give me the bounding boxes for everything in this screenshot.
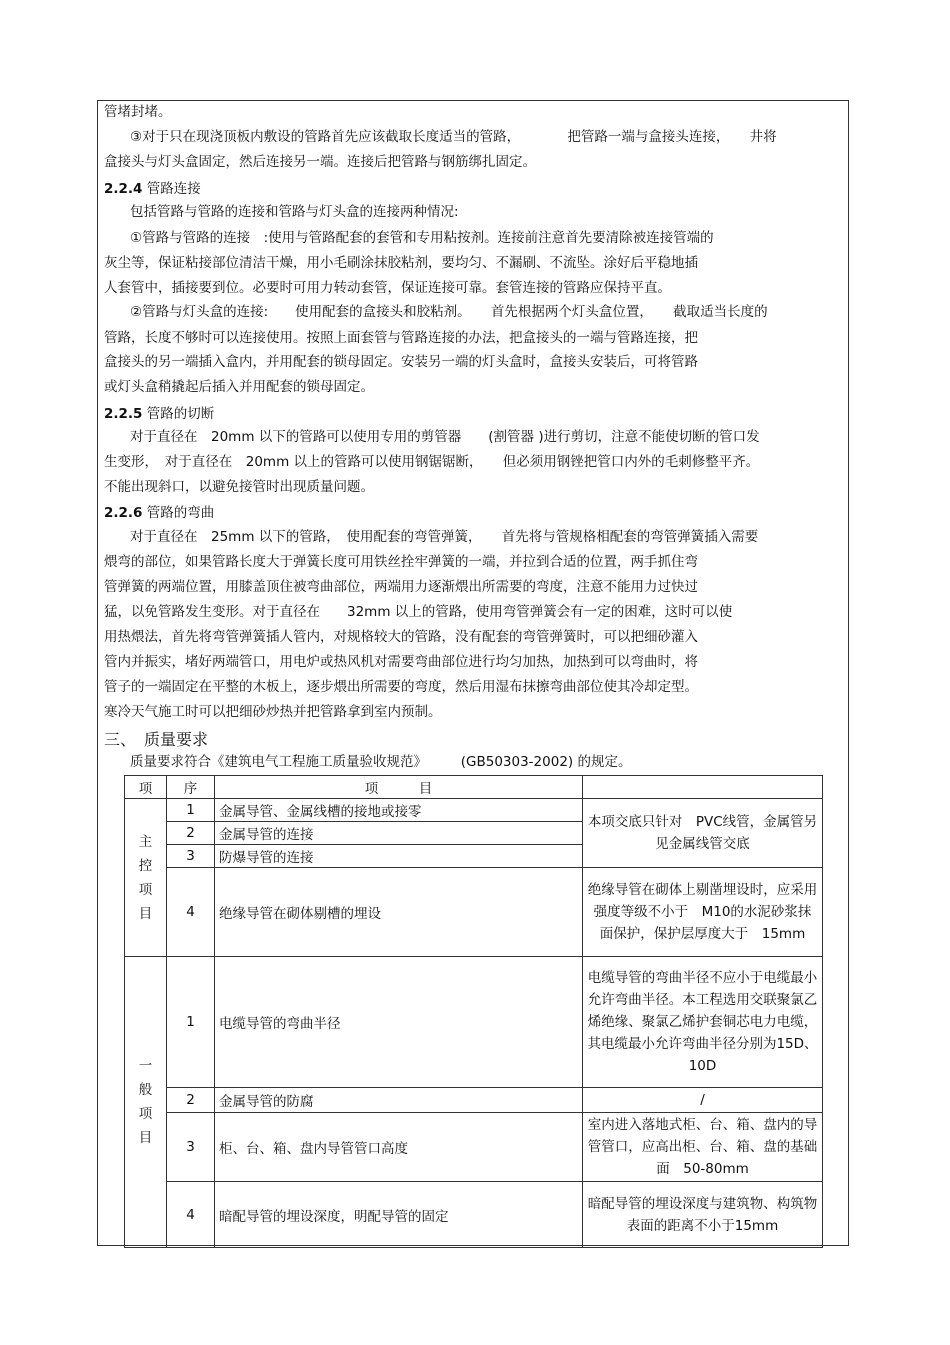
row-item: 柜、台、箱、盘内导管管口高度	[215, 1113, 583, 1182]
text-line: 管路，长度不够时可以连接使用。按照上面套管与管路连接的办法，把盒接头的一端与管路连接，把	[104, 330, 698, 346]
main-group-label: 主 控 项 目	[125, 799, 167, 957]
text-line: 灰尘等，保证粘接部位清洁干燥，用小毛刷涂抹胶粘剂，要均匀、不漏刷、不流坠。涂好后平稳地插	[104, 255, 698, 271]
row-note: 暗配导管的埋设深度与建筑物、构筑物表面的距离不小于15mm	[583, 1182, 823, 1248]
row-no: 4	[167, 868, 215, 957]
text-line: 寒冷天气施工时可以把细砂炒热并把管路拿到室内预制。	[104, 704, 442, 720]
row-no: 4	[167, 1182, 215, 1248]
text-line: 生变形， 对于直径在 20mm 以上的管路可以使用钢锯锯断， 但必须用钢锉把管口内外的毛刺修整平齐。	[104, 454, 760, 470]
heading-2-2-5: 2.2.5 管路的切断	[104, 406, 215, 422]
row-no: 1	[167, 799, 215, 822]
row-note: 室内进入落地式柜、台、箱、盘内的导管管口，应高出柜、台、箱、盘的基础面 50-80mm	[583, 1113, 823, 1182]
row-no: 3	[167, 1113, 215, 1182]
section-intro: 质量要求符合《建筑电气工程施工质量验收规范》 (GB50303-2002) 的规定。	[130, 754, 632, 770]
heading-2-2-6: 2.2.6 管路的弯曲	[104, 505, 215, 521]
row-item: 绝缘导管在砌体剔槽的埋设	[215, 868, 583, 957]
table-row	[125, 957, 823, 1088]
row-item: 金属导管的防腐	[215, 1088, 583, 1113]
heading-2-2-4: 2.2.4 管路连接	[104, 181, 201, 197]
text-line: ②管路与灯头盒的连接: 使用配套的盒接头和胶粘剂。 首先根据两个灯头盒位置， 截取适当长度的	[130, 304, 768, 320]
header-item: 项 目	[215, 776, 583, 799]
row-item: 电缆导管的弯曲半径	[215, 957, 583, 1088]
table-row	[125, 868, 823, 957]
row-note: 本项交底只针对 PVC线管，金属管另见金属线管交底	[583, 799, 823, 868]
text-line: 管堵封堵。	[104, 104, 172, 120]
row-item: 防爆导管的连接	[215, 845, 583, 868]
text-line: 不能出现斜口，以避免接管时出现质量问题。	[104, 479, 374, 495]
header-no: 序	[167, 776, 215, 799]
row-note: /	[583, 1088, 823, 1113]
row-note: 绝缘导管在砌体上剔凿埋设时，应采用强度等级不小于 M10的水泥砂浆抹面保护，保护层厚度大于 15mm	[583, 868, 823, 957]
row-item: 金属导管、金属线槽的接地或接零	[215, 799, 583, 822]
text-line: 管子的一端固定在平整的木板上，逐步煨出所需要的弯度，然后用湿布抹擦弯曲部位使其冷却定型。	[104, 679, 698, 695]
text-line: 包括管路与管路的连接和管路与灯头盒的连接两种情况:	[130, 204, 459, 220]
table-row	[125, 799, 823, 822]
general-group-label: 一 般 项 目	[125, 957, 167, 1248]
row-note: 电缆导管的弯曲半径不应小于电缆最小允许弯曲半径。本工程选用交联聚氯乙烯绝缘、聚氯乙烯护套铜芯电力电缆，其电缆最小允许弯曲半径分别为15D、10D	[583, 957, 823, 1088]
quality-table	[124, 775, 823, 1248]
text-line: 用热煨法，首先将弯管弹簧插人管内，对规格较大的管路，没有配套的弯管弹簧时，可以把细砂灌入	[104, 629, 698, 645]
text-line: 盒接头与灯头盒固定，然后连接另一端。连接后把管路与钢筋绑扎固定。	[104, 154, 536, 170]
text-line: 对于直径在 20mm 以下的管路可以使用专用的剪管器 (割管器 )进行剪切，注意不能使切断的管口发	[130, 429, 760, 445]
table-header-row	[125, 776, 823, 799]
row-no: 2	[167, 822, 215, 845]
table-row	[125, 1182, 823, 1248]
row-item: 暗配导管的埋设深度，明配导管的固定	[215, 1182, 583, 1248]
section-title: 三、 质量要求	[104, 730, 209, 749]
table-row	[125, 1088, 823, 1113]
text-line: 人套管中，插接要到位。必要时可用力转动套管，保证连接可靠。套管连接的管路应保持平直。	[104, 280, 671, 296]
row-no: 2	[167, 1088, 215, 1113]
text-line: 盒接头的另一端插入盒内，并用配套的锁母固定。安装另一端的灯头盒时，盒接头安装后，可将管路	[104, 354, 698, 370]
text-line: 煨弯的部位，如果管路长度大于弹簧长度可用铁丝拴牢弹簧的一端，并拉到合适的位置，两手抓住弯	[104, 554, 698, 570]
text-line: 或灯头盒稍撬起后插入并用配套的锁母固定。	[104, 379, 374, 395]
row-no: 3	[167, 845, 215, 868]
text-line: 猛，以免管路发生变形。对于直径在 32mm 以上的管路，使用弯管弹簧会有一定的困难，这时可以使	[104, 604, 733, 620]
table-row	[125, 1113, 823, 1182]
row-no: 1	[167, 957, 215, 1088]
row-item: 金属导管的连接	[215, 822, 583, 845]
text-line: 管弹簧的两端位置，用膝盖顶住被弯曲部位，两端用力逐渐煨出所需要的弯度，注意不能用力过快过	[104, 579, 698, 595]
text-line: 管内并振实，堵好两端管口，用电炉或热风机对需要弯曲部位进行均匀加热，加热到可以弯曲时，将	[104, 654, 698, 670]
text-line: ③对于只在现浇顶板内敷设的管路首先应该截取长度适当的管路， 把管路一端与盒接头连接， 井将	[130, 129, 777, 145]
text-line: 对于直径在 25mm 以下的管路， 使用配套的弯管弹簧， 首先将与管规格相配套的弯管弹簧插入需要	[130, 529, 759, 545]
text-line: ①管路与管路的连接 :使用与管路配套的套管和专用粘按剂。连接前注意首先要清除被连接管端的	[130, 230, 714, 246]
header-note	[583, 776, 823, 799]
header-item-group: 项	[125, 776, 167, 799]
